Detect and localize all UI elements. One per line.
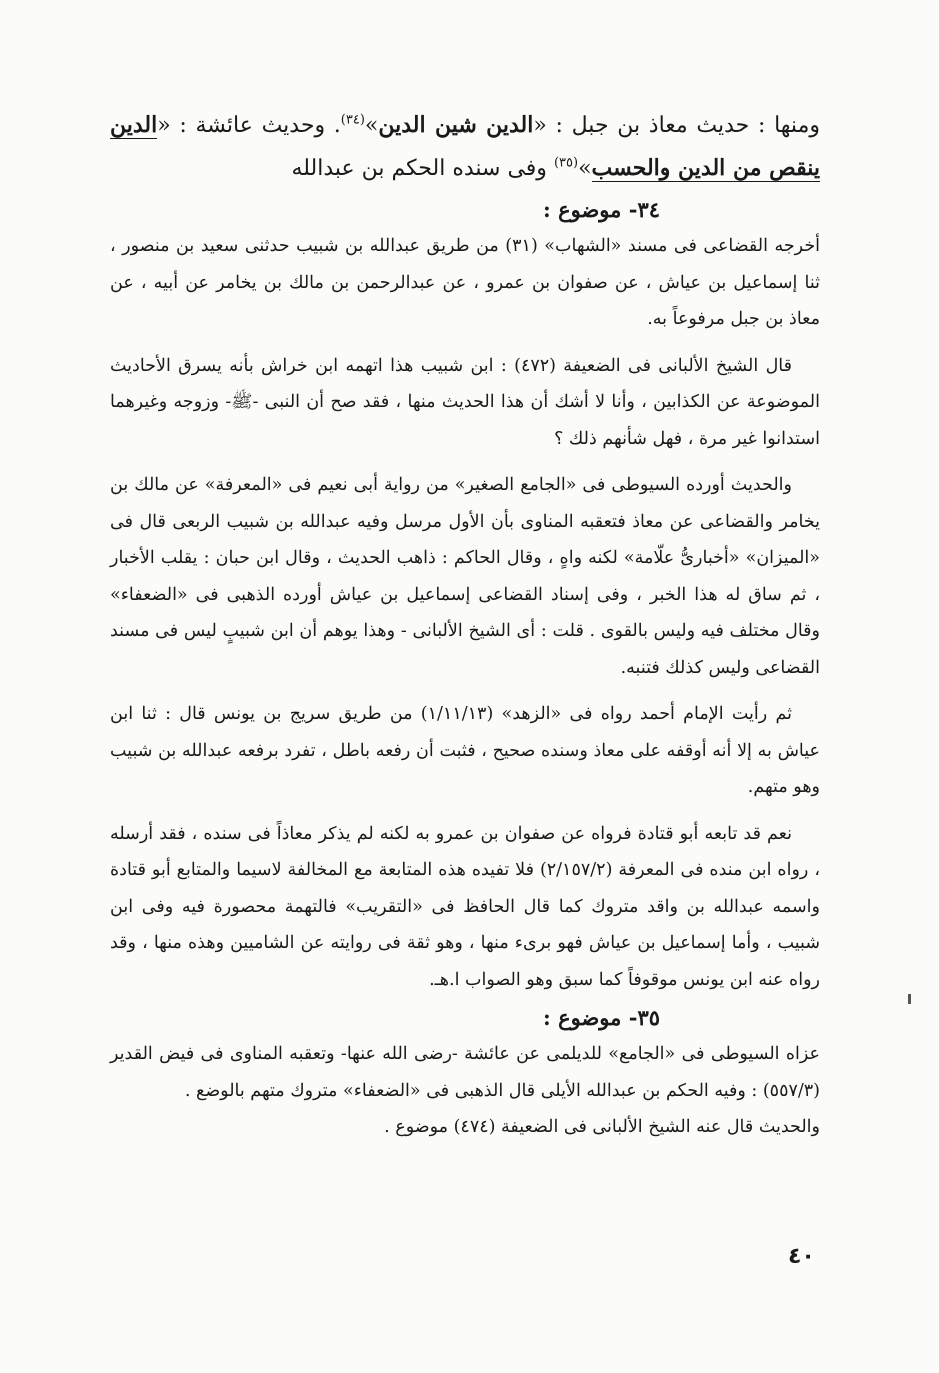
hadith-title-1: الدين شين الدين <box>378 112 534 138</box>
scan-mark <box>908 994 911 1004</box>
paragraph-34-4: ثم رأيت الإمام أحمد رواه فى «الزهد» (١/١١/١٣) من طريق سريج بن يونس قال : ثنا ابن عياش به إلا أنه أوقفه على معاذ وسنده صحيح ، فثبت أن رفعه باطل ، تفرد برفعه عبدالله بن شبيب وهو متهم. <box>110 704 820 797</box>
intro-text-5: وفى سنده الحكم بن عبدالله <box>291 156 554 181</box>
hadith-title-2: الدين ينقص من الدين والحسب <box>110 112 820 181</box>
paragraph-34-3: والحديث أورده السيوطى فى «الجامع الصغير» من رواية أبى نعيم فى «المعرفة» عن مالك بن يخامر والقضاعى عن معاذ فتعقبه المناوى بأن الأول مرسل وفيه عبدالله بن شبيب الربعى قال فى «الميزان» «أخبارىُّ علّامة» لكنه واهٍ ، وقال الحاكم : ذاهب الحديث ، وقال ابن حبان : يقلب الأخبار ، ثم ساق له هذا الخبر ، وفى إسناد القضاعى إسماعيل بن عياش أورده الذهبى فى «الضعفاء» وقال مختلف فيه وليس بالقوى . قلت : أى الشيخ الألبانى - وهذا يوهم أن ابن شبيبٍ ليس فى مسند القضاعى وليس كذلك فتنبه. <box>110 475 820 678</box>
paragraph-34-2: قال الشيخ الألبانى فى الضعيفة (٤٧٢) : ابن شبيب هذا اتهمه ابن خراش بأنه يسرق الأحاديث الموضوعة عن الكذابين ، وأنا لا أشك أن هذا الحديث منها ، فقد صح أن النبى -ﷺ- وزوجه وغيرهما استدانوا غير مرة ، فهل شأنهم ذلك ؟ <box>110 355 820 449</box>
intro-text-1: ومنها : حديث معاذ بن جبل : « <box>533 113 820 138</box>
paragraph-35-2: والحديث قال عنه الشيخ الألبانى فى الضعيفة (٤٧٤) موضوع . <box>384 1117 820 1137</box>
paragraph-34-5: نعم قد تابعه أبو قتادة فرواه عن صفوان بن عمرو به لكنه لم يذكر معاذاً فى سنده ، فقد أرسله ، رواه ابن منده فى المعرفة (٢/١٥٧/٢) فلا تفيده هذه المتابعة مع المخالفة لاسيما والمتابع أبو قتادة واسمه عبدالله بن واقد متروك كما قال الحافظ فى «التقريب» فالتهمة محصورة فيه وفى ابن شبيب ، وأما إسماعيل بن عياش فهو برىء منها ، وهو ثقة فى روايته عن الشاميين وهذه منها ، وقد رواه عنه ابن يونس موقوفاً كما سبق وهو الصواب ا.هـ. <box>110 823 820 990</box>
page-body <box>110 104 820 1146</box>
paragraph-34-1: أخرجه القضاعى فى مسند «الشهاب» (٣١) من طريق عبدالله بن شبيب حدثنى سعيد بن منصور ، ثنا إسماعيل بن عياش ، عن صفوان بن عمرو ، عن عبدالرحمن بن مالك بن يخامر عن أبيه ، عن معاذ بن جبل مرفوعاً به. <box>110 236 820 329</box>
intro-paragraph <box>110 104 820 190</box>
paragraph-35-1: عزاه السيوطى فى «الجامع» للديلمى عن عائشة -رضى الله عنها- وتعقبه المناوى فى فيض القدير (٥٥٧/٣) : وفيه الحكم بن عبدالله الأيلى قال الذهبى فى «الضعفاء» متروك متهم بالوضع . <box>110 1044 820 1101</box>
section-heading-34: ٣٤- موضوع : <box>543 197 660 222</box>
intro-text-3: . وحديث عائشة : « <box>157 113 341 138</box>
intro-text-2: » <box>364 113 379 138</box>
footnote-ref-35: (٣٥) <box>553 155 579 171</box>
footnote-ref-34: (٣٤) <box>340 112 365 128</box>
page-number: ٤٠ <box>788 1244 815 1269</box>
section-heading-35: ٣٥- موضوع : <box>543 1005 660 1030</box>
intro-text-4: » <box>578 156 592 181</box>
